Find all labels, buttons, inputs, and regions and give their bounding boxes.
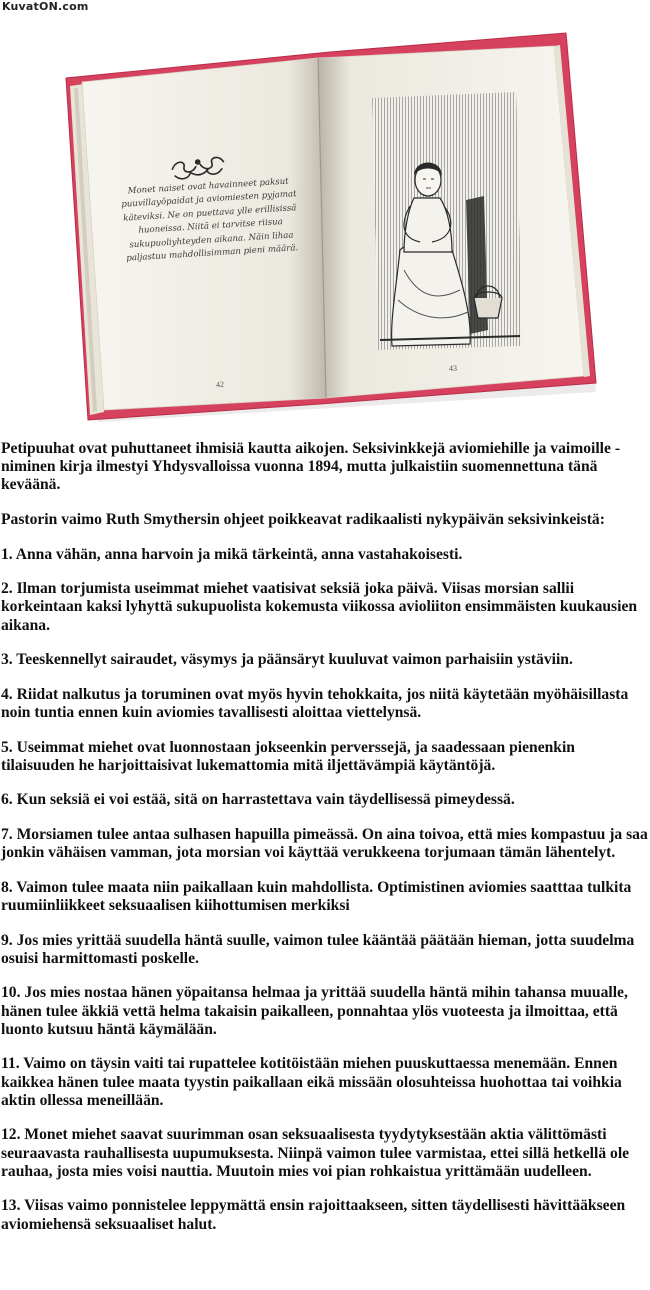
tip-item: 5. Useimmat miehet ovat luonnostaan jokseenkin perverssejä, ja saadessaan pienenkin tilaisuuden he harjoittaisivat lukemattomia mitä iljettävämpiä käytäntöjä.: [1, 738, 575, 774]
woman-sewing-engraving: [372, 92, 522, 350]
lead-paragraph: Pastorin vaimo Ruth Smythersin ohjeet poikkeavat radikaalisti nykypäivän seksivinkeistä:: [1, 511, 605, 528]
tip-item: 13. Viisas vaimo ponnistelee leppymättä ensin rajoittaakseen, sitten täydellisesti hävittääkseen aviomiehensä seksuaaliset halut.: [1, 1197, 626, 1233]
tip-item: 6. Kun seksiä ei voi estää, sitä on harrastettava vain täydellisessä pimeydessä.: [1, 791, 515, 809]
tip-item: 11. Vaimo on täysin vaiti tai rupattelee kotitöistään miehen puuskuttaessa menemään. Ennen kaikkea hänen tulee maata tyystin paikallaan eikä missään olosuhteissa huohottaa tai voihkia aktin ollessa meneillään.: [1, 1055, 622, 1109]
tip-item: 10. Jos mies nostaa hänen yöpaitansa helmaa ja yrittää suudella häntä mihin tahansa muualle, hänen tulee äkkiä vettä helma takaisin paikalleen, ponnahtaa ylös vuoteesta ja ilmoittaa, että luonto kutsuu häntä käymälään.: [1, 984, 628, 1038]
tip-item: 4. Riidat nalkutus ja toruminen ovat myös hyvin tehokkaita, jos niitä käytetään myöhäisillasta noin tuntia ennen kuin aviomies tavallisesti aloittaa viettelynsä.: [1, 685, 629, 721]
tip-item: 3. Teeskennellyt sairaudet, väsymys ja päänsäryt kuuluvat vaimon parhaisiin ystäviin.: [1, 651, 573, 669]
tip-item: 9. Jos mies yrittää suudella häntä suulle, vaimon tulee kääntää päätään hieman, jotta suudelma osuisi harmittomasti poskelle.: [1, 931, 635, 967]
tip-item: 2. Ilman torjumista useimmat miehet vaatisivat seksiä joka päivä. Viisas morsian sallii korkeintaan kaksi lyhyttä sukupuolista kokemusta viikossa avioliiton ensimmäisten kuukausien aikana.: [1, 580, 638, 634]
article-body: [1, 440, 649, 1250]
right-page-number: 43: [449, 364, 457, 373]
tip-item: 7. Morsiamen tulee antaa sulhasen hapuilla pimeässä. On aina toivoa, että mies kompastuu ja saa jonkin vähäisen vamman, jota morsian voi käyttää verukkeena torjumaan tämän lähentelyt.: [1, 825, 648, 862]
left-page-number: 42: [215, 379, 225, 390]
open-book-illustration: [0, 0, 650, 430]
tip-item: 1. Anna vähän, anna harvoin ja mikä tärkeintä, anna vastahakoisesti.: [1, 545, 463, 563]
tip-item: 12. Monet miehet saavat suurimman osan seksuaalisesta tyydytyksestään aktia välittömästi seuraavasta rauhallisesta uupumuksesta. Niinpä vaimon tulee varmistaa, ettei sillä hetkellä ole rauhaa, josta mies voisi nauttia. Muutoin mies voi pian rohkaistua yrittämään uudelleen.: [1, 1126, 630, 1180]
tip-item: 8. Vaimon tulee maata niin paikallaan kuin mahdollista. Optimistinen aviomies saatttaa tulkita ruumiinliikkeet seksuaalisen kiihottumisen merkiksi: [1, 878, 632, 914]
intro-paragraph: Petipuuhat ovat puhuttaneet ihmisiä kautta aikojen. Seksivinkkejä aviomiehille ja vaimoille -niminen kirja ilmestyi Yhdysvalloissa vuonna 1894, mutta julkaistiin suomennettuna tänä keväänä.: [1, 440, 621, 494]
site-watermark: KuvatON.com: [2, 0, 89, 13]
book-photo: [0, 0, 650, 430]
book-left-page-text: Monet naiset ovat havainneet paksut puuvillayöpaidat ja aviomiesten pyjamat käteviksi. Ne on puettava ylle erillisissä huoneissa. Niitä ei tarvitse riisua sukupuoliyhteyden aikana. Näin lihaa paljastuu mahdollisimman pieni määrä.: [121, 176, 299, 264]
